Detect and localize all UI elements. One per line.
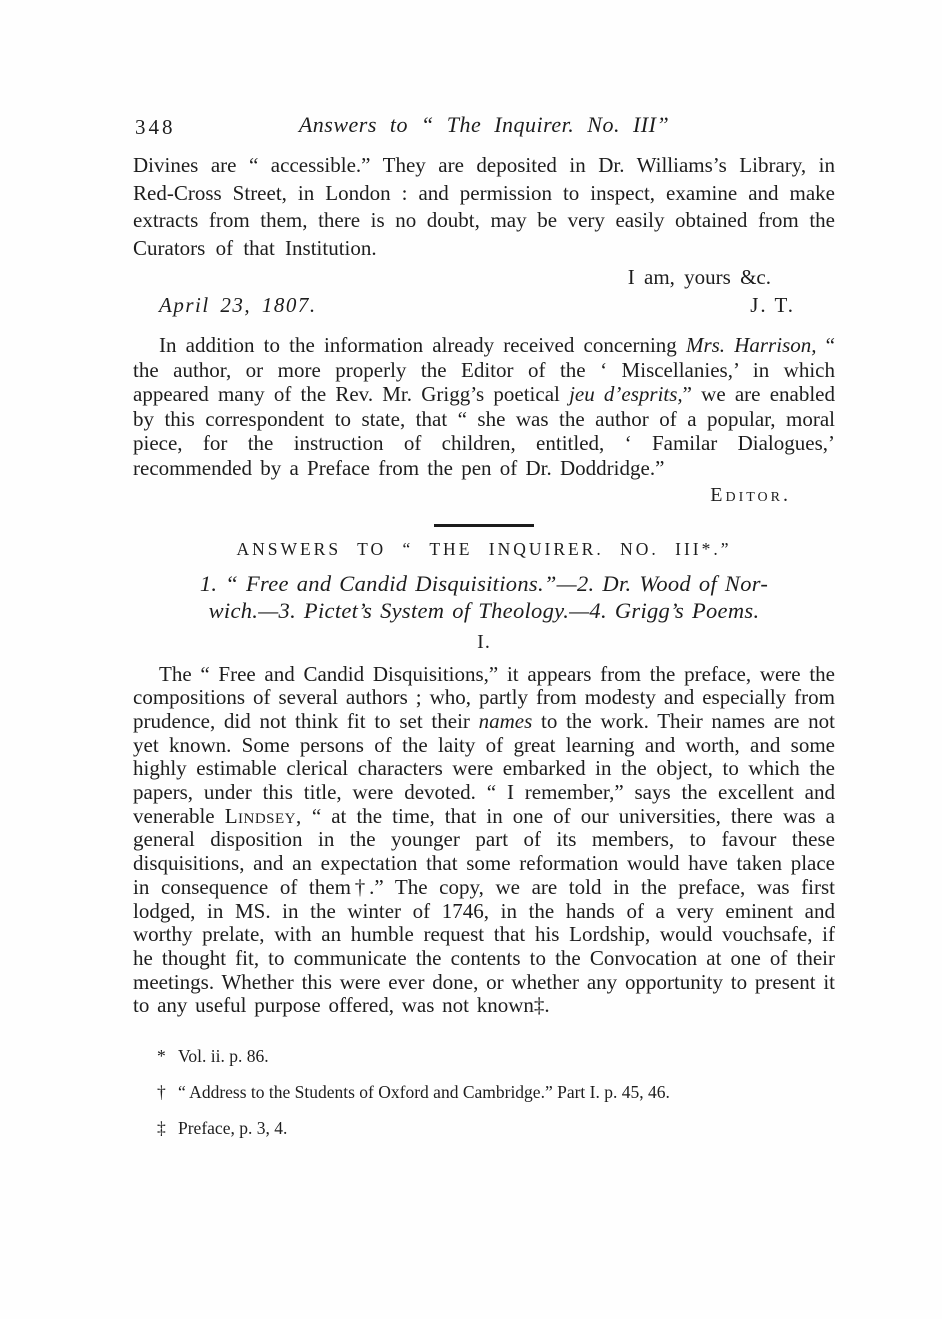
article-subtitle (133, 570, 835, 624)
page-content (133, 112, 835, 1139)
letter-date: April 23, 1807. (159, 293, 317, 317)
footnote-text: Preface, p. 3, 4. (178, 1118, 288, 1139)
editor-signoff: Editor. (710, 483, 791, 506)
footnotes (133, 1046, 835, 1139)
footnote-marker: ‡ (157, 1118, 166, 1139)
letter-closing: I am, yours &c. (627, 265, 771, 289)
article-subtitle-line-2: wich.—3. Pictet’s System of Theology.—4. Grigg’s Poems. (208, 597, 760, 623)
page-number: 348 (135, 115, 176, 139)
footnote-marker: † (157, 1082, 166, 1103)
letter-signature: J. T. (750, 293, 795, 317)
footnote-text: Vol. ii. p. 86. (178, 1046, 269, 1067)
footnote-asterisk (157, 1046, 835, 1067)
section-number: I. (477, 630, 491, 653)
footnote-marker: * (157, 1046, 166, 1067)
letter-body-paragraph: Divines are “ accessible.” They are deposited in Dr. Williams’s Library, in Red-Cross Street, in London : and permission to inspect, examine and make extracts from them, there is no doubt, may be very easily obtained from the Curators of that Institution. (133, 153, 835, 260)
editor-note-paragraph: In addition to the information already received concerning Mrs. Harrison, “ the author, or more properly the Editor of the ‘ Miscellanies,’ in which appeared many of the Rev. Mr. Grigg’s poetical jeu d’esprits,” we are enabled by this correspondent to state, that “ she was the author of a popular, moral piece, for the instruction of children, entitled, ‘ Familar Dialogues,’ recommended by a Preface from the pen of Dr. Doddridge.” (133, 333, 835, 480)
letter-signature-row (133, 293, 835, 318)
footnote-text: “ Address to the Students of Oxford and Cambridge.” Part I. p. 45, 46. (178, 1082, 670, 1103)
article-subtitle-line-1: 1. “ Free and Candid Disquisitions.”—2. Dr. Wood of Nor- (199, 570, 769, 596)
footnote-dagger (157, 1082, 835, 1103)
article-heading: ANSWERS TO “ THE INQUIRER. NO. III*.” (236, 538, 732, 559)
running-title: Answers to “ The Inquirer. No. III” (298, 112, 670, 137)
running-head (133, 112, 835, 148)
section-divider (434, 524, 534, 527)
footnote-double-dagger (157, 1118, 835, 1139)
article-body-paragraph: The “ Free and Candid Disquisitions,” it appears from the preface, were the compositions of several authors ; who, partly from modesty and especially from prudence, did not think fit to set their names to the work. Their names are not yet known. Some persons of the laity of great learning and worth, and some highly estimable clerical characters were embarked in the object, to which the papers, under this title, were devoted. “ I remember,” says the excellent and venerable Lindsey, “ at the time, that in one of our universities, there was a general disposition in the younger part of its members, to favour these disquisitions, and an expectation that some reformation would have taken place in consequence of them†.” The copy, we are told in the preface, was first lodged, in MS. in the winter of 1746, in the hands of a very eminent and worthy prelate, with an humble request that his Lordship, would vouchsafe, if he thought fit, to communicate the contents to the Convocation at one of their meetings. Whether this were ever done, or whether any opportunity to present it to any useful purpose offered, was not known‡. (133, 661, 835, 1018)
